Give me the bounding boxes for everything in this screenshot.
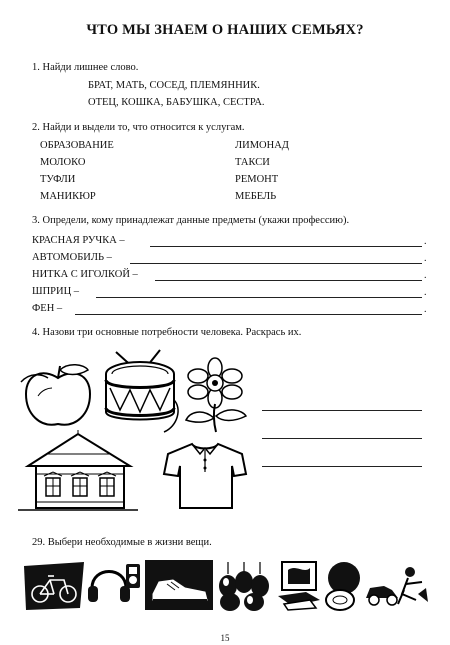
task3-item-label: КРАСНАЯ РУЧКА – [32,235,125,246]
task3-question: 3. Определи, кому принадлежат данные предметы (укажи профессию). [32,215,350,226]
task3-item-label: ШПРИЦ – [32,286,80,297]
task2-word[interactable]: ТУФЛИ [40,174,76,185]
task29-question: 29. Выбери необходимые в жизни вещи. [32,537,212,548]
shirt-icon[interactable] [162,440,248,512]
answer-line[interactable] [155,280,422,281]
line-end-dot: . [424,270,427,281]
apple-icon[interactable] [18,360,98,435]
line-end-dot: . [424,236,427,247]
headphones-icon[interactable] [86,558,142,610]
task3-item-label: АВТОМОБИЛЬ – [32,252,112,263]
drum-icon[interactable] [98,350,183,435]
answer-line[interactable] [96,297,422,298]
answer-line[interactable] [75,314,422,315]
task1-question: 1. Найди лишнее слово. [32,62,139,73]
car-icon[interactable] [362,560,428,610]
task1-words-line1: БРАТ, МАТЬ, СОСЕД, ПЛЕМЯННИК. [88,80,260,91]
task2-question: 2. Найди и выдели то, что относится к услугам. [32,122,245,133]
task2-word[interactable]: РЕМОНТ [235,174,279,185]
task2-word[interactable]: ТАКСИ [235,157,270,168]
task4-question: 4. Назови три основные потребности человека. Раскрась их. [32,327,302,338]
task2-word[interactable]: МЕБЕЛЬ [235,191,277,202]
line-end-dot: . [424,287,427,298]
line-end-dot: . [424,253,427,264]
answer-line[interactable] [262,410,422,411]
task3-item-label: ФЕН – [32,303,63,314]
task2-word[interactable]: ЛИМОНАД [235,140,289,151]
sneaker-icon[interactable] [145,560,213,610]
pizza-icon[interactable] [322,560,362,612]
answer-line[interactable] [262,466,422,467]
task2-word[interactable]: МАНИКЮР [40,191,96,202]
flower-icon[interactable] [180,358,250,433]
house-icon[interactable] [18,430,138,512]
bicycle-icon[interactable] [24,562,84,610]
line-end-dot: . [424,304,427,315]
task2-word[interactable]: МОЛОКО [40,157,86,168]
books-icon[interactable] [276,560,322,612]
page-number: 15 [220,633,230,643]
boxing-gloves-icon[interactable] [216,562,272,612]
answer-line[interactable] [130,263,422,264]
task3-item-label: НИТКА С ИГОЛКОЙ – [32,269,138,280]
answer-line[interactable] [150,246,422,247]
answer-line[interactable] [262,438,422,439]
task2-word[interactable]: ОБРАЗОВАНИЕ [40,140,114,151]
page-title: ЧТО МЫ ЗНАЕМ О НАШИХ СЕМЬЯХ? [86,22,364,38]
task1-words-line2: ОТЕЦ, КОШКА, БАБУШКА, СЕСТРА. [88,97,265,108]
